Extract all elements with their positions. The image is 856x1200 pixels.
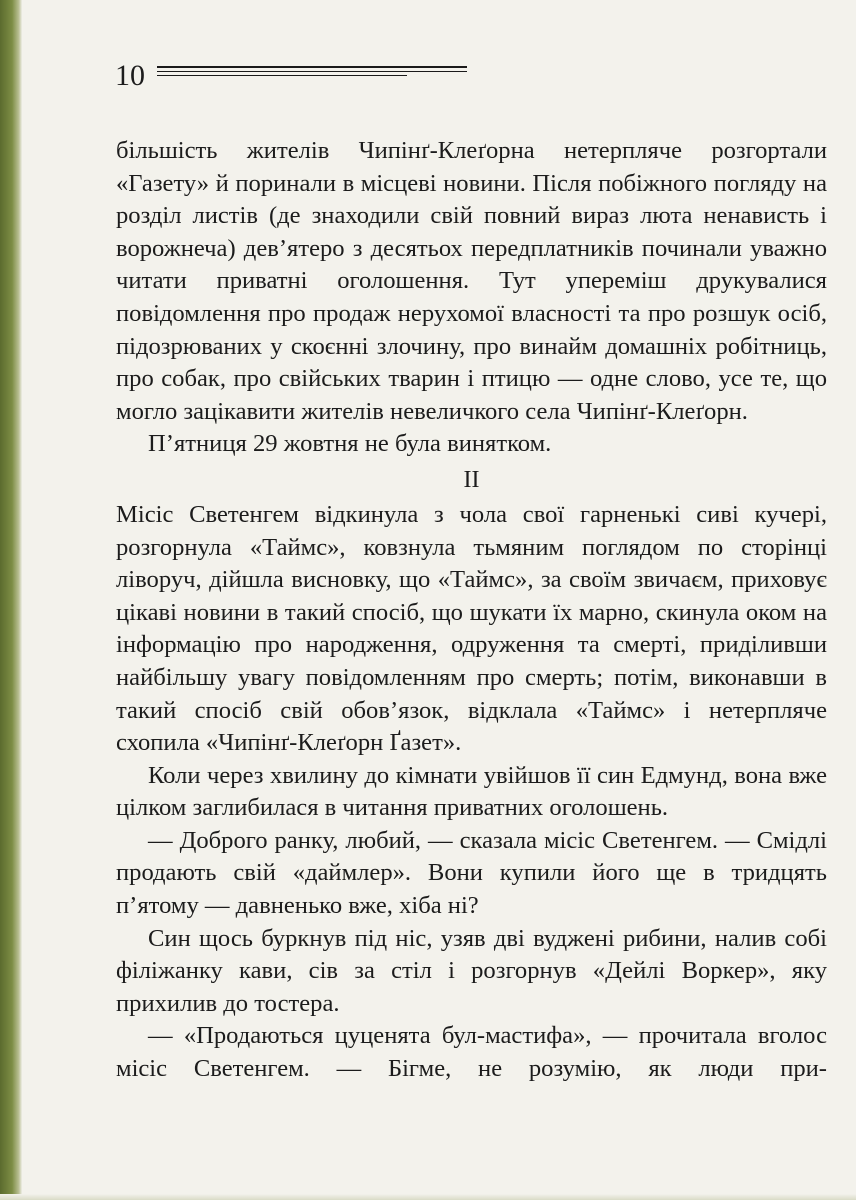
page-number: 10 [115,59,145,92]
paragraph: Син щось буркнув під ніс, узяв дві вуджені рибини, налив собі філіжанку кави, сів за стіл і розгорнув «Дейлі Воркер», яку прихилив до тостера. [116,924,827,1017]
page-bottom-edge [0,1194,856,1200]
text-body [116,135,827,1086]
page-header [115,58,475,94]
header-rule [157,75,407,76]
header-rule [157,66,467,68]
paragraph: П’ятниця 29 жовтня не була винятком. [148,430,552,458]
paragraph: Коли через хвилину до кімнати увійшов її син Едмунд, вона вже цілком заглибилася в читання приватних оголошень. [116,761,827,822]
dialogue-paragraph: — «Продаються цуценята бул-мастифа», — прочитала вголос місіс Светенгем. — Бігме, не розумію, як люди при- [116,1022,827,1083]
paragraph-continuation: більшість жителів Чипінґ-Клеґорна нетерпляче розгортали «Газету» й поринали в місцеві новини. Після побіжного погляду на розділ листів (де знаходили свій повний вираз люта ненависть і ворожнеча) дев’ятеро з десятьох передплатників починали уважно читати приватні оголошення. Тут упереміш друкувалися повідомлення про продаж нерухомої власності та про розшук осіб, підозрюваних у скоєнні злочину, про винайм домашніх робітниць, про собак, про свійських тварин і птицю — одне слово, усе те, що могло зацікавити жителів невеличкого села Чипінґ-Клеґорн. [116,137,827,425]
header-rule [157,71,467,72]
section-heading: ІІ [463,466,480,493]
paragraph: Місіс Светенгем відкинула з чола свої гарненькі сиві кучері, розгорнула «Таймс», ковзнула тьмяним поглядом по сторінці ліворуч, дійшла висновку, що «Таймс», за своїм звичаєм, приховує цікаві новини в такий спосіб, що шукати їх марно, скинула оком на інформацію про народження, одруження та смерті, приділивши найбільшу увагу повідомленням про смерть; потім, виконавши в такий спосіб свій обов’язок, відклала «Таймс» і нетерпляче схопила «Чипінґ-Клеґорн Ґазет». [116,500,827,757]
page-binding-edge [0,0,22,1200]
dialogue-paragraph: — Доброго ранку, любий, — сказала місіс Светенгем. — Смідлі продають свій «даймлер». Вони купили його ще в тридцять п’ятому — давненько вже, хіба ні? [116,826,827,920]
